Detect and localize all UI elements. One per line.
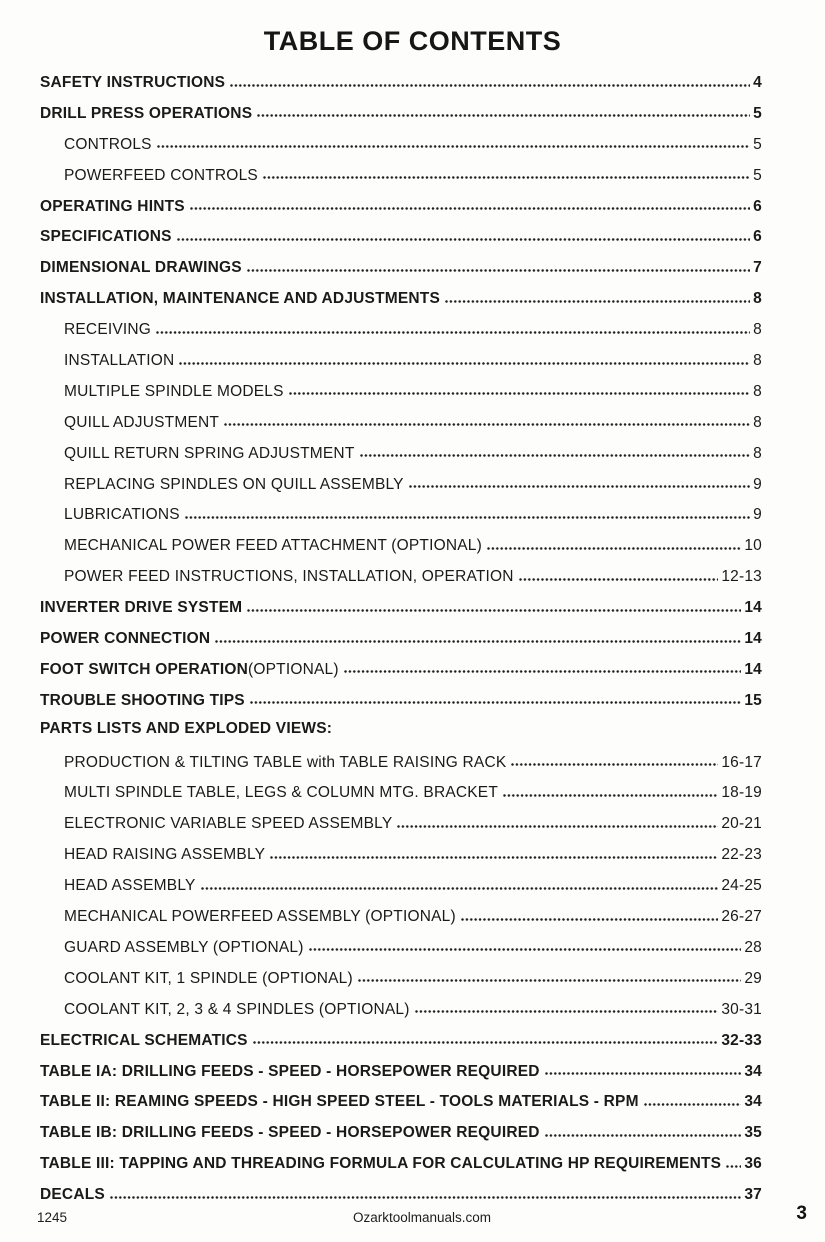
toc-entry — [40, 219, 762, 250]
toc-entry — [40, 621, 762, 652]
toc-page-number: 24-25 — [721, 877, 762, 895]
toc-page-number: 14 — [744, 660, 762, 678]
toc-entry — [40, 405, 762, 436]
toc-entry-label: TROUBLE SHOOTING TIPS — [40, 691, 245, 709]
toc-page-number: 8 — [753, 382, 762, 400]
toc-page-number: 18-19 — [721, 784, 762, 802]
toc-entry-label: ELECTRONIC VARIABLE SPEED ASSEMBLY — [64, 815, 393, 833]
toc-entry — [40, 590, 762, 621]
toc-leader-dots — [179, 343, 750, 365]
toc-entry-label: TABLE II: REAMING SPEEDS - HIGH SPEED STEEL - TOOLS MATERIALS - RPM — [40, 1093, 639, 1111]
toc-entry — [40, 652, 762, 683]
toc-entry-label: PRODUCTION & TILTING TABLE with TABLE RAISING RACK — [64, 753, 507, 771]
toc-entry — [40, 467, 762, 498]
toc-entry-label: COOLANT KIT, 1 SPINDLE (OPTIONAL) — [64, 969, 353, 987]
toc-page-number: 15 — [744, 691, 762, 709]
toc-entry — [40, 1115, 762, 1146]
toc-leader-dots — [270, 837, 718, 859]
page-footer — [37, 1203, 807, 1233]
toc-entry-label: DRILL PRESS OPERATIONS — [40, 104, 253, 122]
toc-entry — [40, 436, 762, 467]
toc-entry — [40, 837, 762, 868]
toc-entry — [40, 683, 762, 714]
toc-page-number: 16-17 — [721, 753, 762, 771]
toc-entry-label: FOOT SWITCH OPERATION — [40, 660, 248, 678]
toc-leader-dots — [201, 868, 719, 890]
toc-page-number: 8 — [753, 444, 762, 462]
toc-leader-dots — [157, 127, 750, 149]
toc-leader-dots — [360, 436, 751, 458]
toc-page-number: 8 — [753, 413, 762, 431]
toc-page-number: 7 — [753, 259, 762, 277]
toc-entry-label: TABLE IB: DRILLING FEEDS - SPEED - HORSEPOWER REQUIRED — [40, 1124, 540, 1142]
toc-entry — [40, 528, 762, 559]
toc-page-number: 28 — [744, 938, 762, 956]
toc-page-number: 12-13 — [721, 568, 762, 586]
toc-entry — [40, 961, 762, 992]
toc-entry-label: QUILL ADJUSTMENT — [64, 413, 220, 431]
toc-entry — [40, 1023, 762, 1054]
toc-leader-dots — [156, 312, 750, 334]
toc-page-number: 32-33 — [721, 1031, 762, 1049]
toc-entry-label: TABLE IA: DRILLING FEEDS - SPEED - HORSEPOWER REQUIRED — [40, 1062, 540, 1080]
toc-entry-label: CONTROLS — [64, 135, 152, 153]
toc-entry — [40, 374, 762, 405]
toc-entry-label: MULTI SPINDLE TABLE, LEGS & COLUMN MTG. BRACKET — [64, 784, 499, 802]
toc-leader-dots — [289, 374, 751, 396]
toc-entry-label: LUBRICATIONS — [64, 506, 180, 524]
toc-entry — [40, 281, 762, 312]
toc-page-number: 37 — [744, 1186, 762, 1204]
toc-page-number: 5 — [753, 135, 762, 153]
toc-leader-dots — [250, 683, 741, 705]
toc-entry — [40, 1146, 762, 1177]
toc-leader-dots — [503, 775, 718, 797]
toc-leader-dots — [257, 96, 750, 118]
toc-page-number: 14 — [744, 630, 762, 648]
toc-entry-label: COOLANT KIT, 2, 3 & 4 SPINDLES (OPTIONAL) — [64, 1000, 410, 1018]
toc-page-number: 22-23 — [721, 846, 762, 864]
toc-entry-label: INVERTER DRIVE SYSTEM — [40, 599, 243, 617]
toc-leader-dots — [110, 1177, 741, 1199]
toc-leader-dots — [519, 559, 719, 581]
toc-page-number: 8 — [753, 321, 762, 339]
toc-entry-label: OPERATING HINTS — [40, 197, 185, 215]
toc-entry-label: ELECTRICAL SCHEMATICS — [40, 1031, 248, 1049]
toc-entry-suffix: (OPTIONAL) — [248, 660, 339, 678]
toc-leader-dots — [309, 930, 742, 952]
toc-leader-dots — [253, 1023, 719, 1045]
toc-leader-dots — [726, 1146, 741, 1168]
toc-entry — [40, 96, 762, 127]
toc-entry-label: GUARD ASSEMBLY (OPTIONAL) — [64, 938, 304, 956]
toc-leader-dots — [397, 806, 718, 828]
toc-leader-dots — [177, 219, 750, 241]
toc-entry-label: RECEIVING — [64, 321, 152, 339]
toc-entry — [40, 806, 762, 837]
toc-entry — [40, 65, 762, 96]
toc-entry-label: DIMENSIONAL DRAWINGS — [40, 259, 242, 277]
toc-entry-label: SAFETY INSTRUCTIONS — [40, 74, 226, 91]
toc-entry — [40, 559, 762, 590]
toc-leader-dots — [344, 652, 742, 674]
toc-leader-dots — [358, 961, 742, 983]
toc-page-number: 29 — [744, 969, 762, 987]
toc-page-number: 9 — [753, 506, 762, 524]
toc-leader-dots — [545, 1115, 742, 1137]
toc-entry — [40, 899, 762, 930]
toc-leader-dots — [215, 621, 741, 643]
toc-entry — [40, 1054, 762, 1085]
toc-leader-dots — [487, 528, 741, 550]
toc-entry — [40, 1084, 762, 1115]
toc-entry — [40, 343, 762, 374]
toc-leader-dots — [445, 281, 750, 303]
toc-entry — [40, 992, 762, 1023]
toc-page-number: 6 — [753, 197, 762, 215]
toc-leader-dots — [409, 467, 750, 489]
toc-entry-label: TABLE III: TAPPING AND THREADING FORMULA FOR CALCULATING HP REQUIREMENTS — [40, 1155, 722, 1173]
toc-entry-label: MECHANICAL POWERFEED ASSEMBLY (OPTIONAL) — [64, 908, 456, 926]
toc-page-number: 34 — [744, 1093, 762, 1111]
toc-page-number: 9 — [753, 475, 762, 493]
toc-entry — [40, 745, 762, 776]
toc-entry — [40, 868, 762, 899]
toc-page-number: 8 — [753, 290, 762, 308]
toc-entry — [40, 714, 762, 745]
toc-list — [40, 65, 762, 1208]
toc-page-number: 20-21 — [721, 815, 762, 833]
footer-source-text: Ozarktoolmanuals.com — [352, 1210, 492, 1225]
toc-page-number: 10 — [744, 537, 762, 555]
toc-entry-label: POWERFEED CONTROLS — [64, 166, 258, 184]
toc-entry — [40, 158, 762, 189]
toc-leader-dots — [185, 497, 750, 519]
toc-leader-dots — [545, 1054, 742, 1076]
toc-entry-label: REPLACING SPINDLES ON QUILL ASSEMBLY — [64, 475, 404, 493]
toc-entry-label: INSTALLATION — [64, 352, 175, 370]
toc-leader-dots — [263, 158, 750, 180]
toc-page-number: 14 — [744, 599, 762, 617]
toc-entry-label: MECHANICAL POWER FEED ATTACHMENT (OPTIONAL) — [64, 537, 482, 555]
toc-page-number: 5 — [753, 166, 762, 184]
toc-entry — [40, 497, 762, 528]
toc-leader-dots — [247, 590, 741, 612]
toc-entry-label: MULTIPLE SPINDLE MODELS — [64, 382, 284, 400]
toc-leader-dots — [415, 992, 719, 1014]
toc-entry-label: PARTS LISTS AND EXPLODED VIEWS: — [40, 719, 333, 737]
toc-leader-dots — [511, 745, 718, 767]
page-title: TABLE OF CONTENTS — [263, 26, 562, 56]
toc-entry — [40, 127, 762, 158]
toc-entry-label: HEAD ASSEMBLY — [64, 877, 196, 895]
toc-page-number: 5 — [753, 104, 762, 122]
toc-leader-dots — [247, 250, 750, 272]
toc-entry — [40, 250, 762, 281]
toc-entry-label: QUILL RETURN SPRING ADJUSTMENT — [64, 444, 355, 462]
toc-entry — [40, 930, 762, 961]
toc-page-number: 34 — [744, 1062, 762, 1080]
toc-entry-label: POWER CONNECTION — [40, 630, 211, 648]
toc-page-number: 36 — [744, 1155, 762, 1173]
toc-entry — [40, 775, 762, 806]
toc-entry-label: DECALS — [40, 1186, 105, 1204]
footer-page-number: 3 — [796, 1203, 807, 1224]
toc-entry — [40, 189, 762, 220]
footer-doc-number: 1245 — [37, 1210, 68, 1225]
toc-entry-label: SPECIFICATIONS — [40, 228, 172, 246]
toc-page-number: 30-31 — [721, 1000, 762, 1018]
toc-leader-dots — [224, 405, 750, 427]
toc-entry-label: INSTALLATION, MAINTENANCE AND ADJUSTMENTS — [40, 290, 440, 308]
toc-leader-dots — [644, 1084, 742, 1106]
toc-entry-label: HEAD RAISING ASSEMBLY — [64, 846, 266, 864]
toc-page-number: 4 — [753, 74, 762, 91]
toc-page-number: 35 — [744, 1124, 762, 1142]
toc-page-number: 8 — [753, 352, 762, 370]
toc-entry-label: POWER FEED INSTRUCTIONS, INSTALLATION, OPERATION — [64, 568, 514, 586]
toc-leader-dots — [461, 899, 718, 921]
toc-leader-dots — [230, 65, 750, 87]
toc-entry — [40, 312, 762, 343]
toc-page-number: 6 — [753, 228, 762, 246]
toc-page-number: 26-27 — [721, 908, 762, 926]
toc-leader-dots — [190, 189, 750, 211]
